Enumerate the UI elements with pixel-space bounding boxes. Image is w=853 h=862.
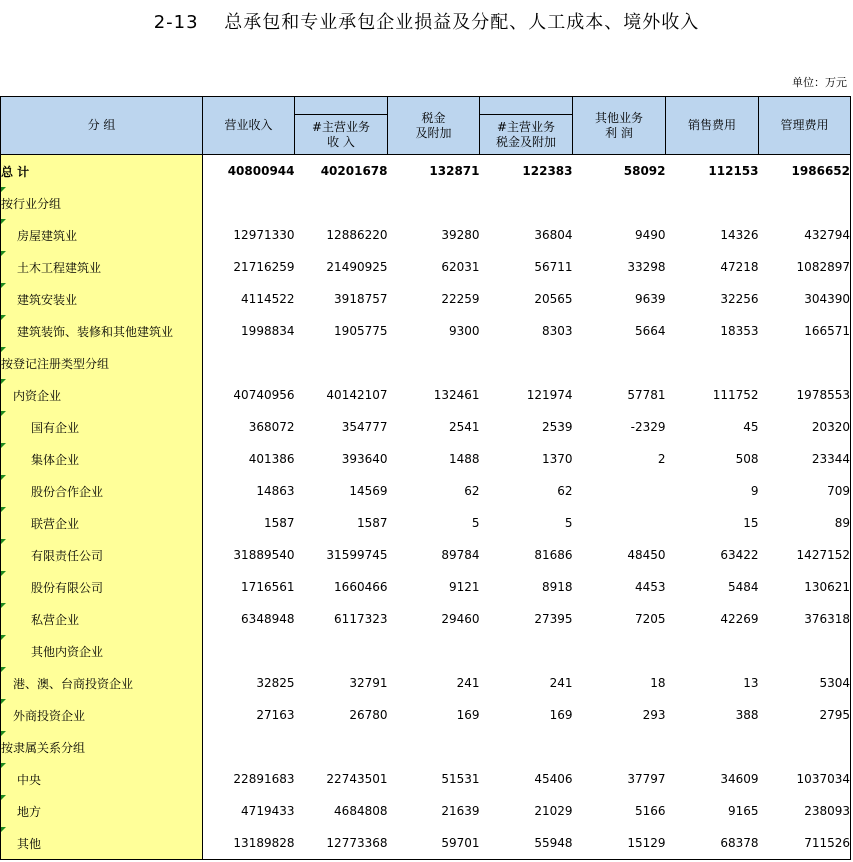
table-row <box>1 315 851 347</box>
table-cell: 1716561 <box>241 580 295 594</box>
table-row <box>1 475 851 507</box>
table-cell: 122383 <box>522 164 573 178</box>
table-cell: 7205 <box>634 612 666 626</box>
row-label <box>1 475 203 507</box>
table-cell: 1488 <box>448 452 480 466</box>
header-tax <box>388 97 480 155</box>
table-cell: 12773368 <box>295 827 388 860</box>
table-cell: 508 <box>735 452 759 466</box>
table-cell: 368072 <box>248 420 295 434</box>
comment-marker-icon <box>1 731 6 736</box>
table-cell <box>203 347 295 379</box>
row-label <box>1 603 203 635</box>
table-cell <box>295 731 388 763</box>
header-other-profit <box>573 97 666 155</box>
table-cell: 21490925 <box>326 260 388 274</box>
table-cell: 241 <box>456 676 480 690</box>
table-cell <box>388 347 480 379</box>
row-label <box>1 155 203 188</box>
table-cell: 45406 <box>534 772 573 786</box>
unit-label: 单位：万元 <box>792 76 847 89</box>
table-cell: 20320 <box>759 411 851 443</box>
table-body <box>1 155 851 860</box>
row-label-text: 股份有限公司 <box>31 580 104 595</box>
table-cell: 1986652 <box>759 155 851 188</box>
table-row <box>1 219 851 251</box>
row-label <box>1 443 203 475</box>
table-cell: 62 <box>464 484 480 498</box>
row-label-text: 集体企业 <box>31 452 80 467</box>
table-cell: 31889540 <box>233 548 295 562</box>
table-cell <box>573 731 666 763</box>
header-main-tax <box>480 115 573 155</box>
table-cell: 20565 <box>534 292 573 306</box>
comment-marker-icon <box>1 699 6 704</box>
row-label <box>1 251 203 283</box>
table-row <box>1 251 851 283</box>
table-header <box>1 97 851 155</box>
row-label <box>1 731 203 763</box>
table-cell <box>666 187 759 219</box>
header-other-profit-line1: 其他业务 <box>594 110 643 125</box>
table-cell: 121974 <box>526 388 573 402</box>
row-label-text: 房屋建筑业 <box>17 228 78 243</box>
table-cell: 9165 <box>727 804 759 818</box>
table-cell: 293 <box>642 708 666 722</box>
table-cell: 112153 <box>708 164 759 178</box>
table-cell: 14569 <box>349 484 388 498</box>
table-cell: 42269 <box>720 612 759 626</box>
comment-marker-icon <box>1 571 6 576</box>
row-label-text: 按登记注册类型分组 <box>1 356 110 371</box>
table-cell: 4453 <box>634 580 666 594</box>
table-cell: 89 <box>759 507 851 539</box>
table-cell <box>203 635 295 667</box>
row-label <box>1 187 203 219</box>
table-cell: 33298 <box>627 260 666 274</box>
table-cell: 57781 <box>627 388 666 402</box>
table-cell: 9121 <box>448 580 480 594</box>
table-cell: 13 <box>743 676 759 690</box>
row-label-text: 建筑装饰、装修和其他建筑业 <box>17 324 174 339</box>
row-label <box>1 219 203 251</box>
comment-marker-icon <box>1 667 6 672</box>
table-cell: 26780 <box>349 708 388 722</box>
table-cell: 14863 <box>256 484 295 498</box>
table-cell: 132461 <box>433 388 480 402</box>
table-cell <box>480 187 573 219</box>
comment-marker-icon <box>1 539 6 544</box>
comment-marker-icon <box>1 827 6 832</box>
comment-marker-icon <box>1 283 6 288</box>
page-title: 2-13 总承包和专业承包企业损益及分配、人工成本、境外收入 <box>153 12 700 33</box>
table-row <box>1 571 851 603</box>
row-label-text: 外商投资企业 <box>13 708 86 723</box>
table-cell <box>480 635 573 667</box>
table-cell: 34609 <box>720 772 759 786</box>
data-table <box>0 96 851 860</box>
table-row <box>1 187 851 219</box>
table-cell: 4719433 <box>241 804 295 818</box>
table-cell: 45 <box>743 420 759 434</box>
comment-marker-icon <box>1 507 6 512</box>
comment-marker-icon <box>1 187 6 192</box>
table-cell: 39280 <box>441 228 480 242</box>
table-cell <box>573 635 666 667</box>
comment-marker-icon <box>1 379 6 384</box>
header-main-tax-line2: 税金及附加 <box>495 134 556 149</box>
row-label <box>1 699 203 731</box>
comment-marker-icon <box>1 603 6 608</box>
table-cell <box>480 731 573 763</box>
table-cell: 27395 <box>534 612 573 626</box>
header-main-revenue-line2: 收 入 <box>327 134 355 149</box>
table-row <box>1 443 851 475</box>
row-label <box>1 411 203 443</box>
table-cell: 40800944 <box>227 164 295 178</box>
table-cell: 1587 <box>263 516 295 530</box>
table-cell: 1660466 <box>334 580 388 594</box>
row-label-text: 中央 <box>17 772 42 787</box>
row-label <box>1 507 203 539</box>
table-cell: 393640 <box>341 452 388 466</box>
row-label-text: 地方 <box>17 804 42 819</box>
table-cell: 354777 <box>341 420 388 434</box>
table-cell: 40740956 <box>233 388 295 402</box>
table-cell: 1037034 <box>759 763 851 795</box>
table-cell <box>573 475 666 507</box>
table-cell <box>573 347 666 379</box>
table-cell: 2541 <box>448 420 480 434</box>
table-cell: 12971330 <box>233 228 295 242</box>
table-cell <box>388 187 480 219</box>
table-cell: 6117323 <box>334 612 388 626</box>
table-cell: 12886220 <box>326 228 388 242</box>
table-cell: 5166 <box>634 804 666 818</box>
row-label <box>1 539 203 571</box>
table-cell: 15129 <box>573 827 666 860</box>
table-cell <box>666 347 759 379</box>
table-cell: 9639 <box>634 292 666 306</box>
row-label <box>1 667 203 699</box>
row-label-text: 内资企业 <box>13 388 62 403</box>
table-cell <box>759 187 851 219</box>
comment-marker-icon <box>1 795 6 800</box>
table-cell: 23344 <box>759 443 851 475</box>
table-cell: 62 <box>557 484 573 498</box>
table-cell: 376318 <box>759 603 851 635</box>
comment-marker-icon <box>1 219 6 224</box>
table-cell: 22259 <box>441 292 480 306</box>
table-cell: 18 <box>650 676 666 690</box>
table-cell <box>295 347 388 379</box>
table-cell: 21029 <box>534 804 573 818</box>
table-cell: 21639 <box>441 804 480 818</box>
header-main-revenue-line1: #主营业务 <box>311 119 371 134</box>
table-row <box>1 347 851 379</box>
row-label <box>1 635 203 667</box>
table-cell: 5664 <box>634 324 666 338</box>
header-spacer <box>480 97 573 115</box>
table-cell: 31599745 <box>326 548 388 562</box>
table-row <box>1 795 851 827</box>
table-cell: 40201678 <box>320 164 388 178</box>
table-cell: 18353 <box>720 324 759 338</box>
comment-marker-icon <box>1 347 6 352</box>
table-cell: 63422 <box>720 548 759 562</box>
header-other-profit-line2: 利 润 <box>605 125 633 140</box>
row-label-text: 土木工程建筑业 <box>17 260 102 275</box>
table-cell: 388 <box>735 708 759 722</box>
table-cell: 111752 <box>712 388 759 402</box>
row-label <box>1 763 203 795</box>
comment-marker-icon <box>1 251 6 256</box>
header-group: 分 组 <box>1 97 203 155</box>
table-row <box>1 379 851 411</box>
header-tax-line1: 税金 <box>421 110 446 125</box>
table-cell: 36804 <box>534 228 573 242</box>
table-cell <box>666 731 759 763</box>
header-sales-expense: 销售费用 <box>666 97 759 155</box>
table-row <box>1 411 851 443</box>
table-cell: 130621 <box>759 571 851 603</box>
table-cell: 9 <box>750 484 759 498</box>
table-cell: 32825 <box>256 676 295 690</box>
comment-marker-icon <box>1 411 6 416</box>
table-cell: 22891683 <box>233 772 295 786</box>
table-cell: 4114522 <box>241 292 295 306</box>
table-cell: 55948 <box>480 827 573 860</box>
row-label-text: 按隶属关系分组 <box>1 740 86 755</box>
table-cell: 1370 <box>541 452 573 466</box>
table-cell: 4684808 <box>334 804 388 818</box>
table-cell: 166571 <box>759 315 851 347</box>
table-cell: 14326 <box>720 228 759 242</box>
row-label-text: 股份合作企业 <box>31 484 104 499</box>
table-cell: 29460 <box>441 612 480 626</box>
table-cell: 432794 <box>759 219 851 251</box>
table-cell <box>759 731 851 763</box>
comment-marker-icon <box>1 763 6 768</box>
table-cell: 1427152 <box>759 539 851 571</box>
header-revenue: 营业收入 <box>203 97 295 155</box>
header-main-tax-line1: #主营业务 <box>496 119 556 134</box>
row-label-text: 联营企业 <box>31 516 80 531</box>
row-label-text: 国有企业 <box>31 420 80 435</box>
table-cell: 169 <box>549 708 573 722</box>
table-cell: 47218 <box>720 260 759 274</box>
table-cell: 2795 <box>759 699 851 731</box>
table-cell: 8303 <box>541 324 573 338</box>
table-cell: 22743501 <box>326 772 388 786</box>
table-cell: 6348948 <box>241 612 295 626</box>
header-spacer <box>295 97 388 115</box>
row-label <box>1 283 203 315</box>
table-cell: 169 <box>456 708 480 722</box>
table-row <box>1 603 851 635</box>
header-main-revenue <box>295 115 388 155</box>
table-cell <box>388 731 480 763</box>
table-cell: 711526 <box>759 827 851 860</box>
table-cell: 8918 <box>541 580 573 594</box>
table-cell: 32791 <box>349 676 388 690</box>
table-cell: 62031 <box>441 260 480 274</box>
table-row <box>1 539 851 571</box>
row-label-text: 其他内资企业 <box>31 644 104 659</box>
table-cell: 51531 <box>441 772 480 786</box>
row-label-text: 港、澳、台商投资企业 <box>13 676 134 691</box>
table-cell: -2329 <box>630 420 666 434</box>
table-cell: 1998834 <box>241 324 295 338</box>
table-cell: 13189828 <box>203 827 295 860</box>
table-cell: 37797 <box>627 772 666 786</box>
table-row <box>1 731 851 763</box>
row-label-text: 按行业分组 <box>1 196 62 211</box>
table-cell: 9300 <box>448 324 480 338</box>
table-cell: 241 <box>549 676 573 690</box>
comment-marker-icon <box>1 443 6 448</box>
table-row <box>1 827 851 860</box>
table-cell: 68378 <box>666 827 759 860</box>
table-row <box>1 507 851 539</box>
table-cell: 3918757 <box>334 292 388 306</box>
header-tax-line2: 及附加 <box>415 125 452 140</box>
row-label-text: 建筑安装业 <box>17 292 78 307</box>
table-row <box>1 667 851 699</box>
table-cell <box>573 187 666 219</box>
comment-marker-icon <box>1 315 6 320</box>
table-cell: 32256 <box>720 292 759 306</box>
table-row <box>1 635 851 667</box>
table-cell: 5484 <box>727 580 759 594</box>
table-cell: 59701 <box>388 827 480 860</box>
table-cell: 89784 <box>441 548 480 562</box>
table-cell <box>573 507 666 539</box>
table-cell: 56711 <box>534 260 573 274</box>
table-cell: 15 <box>743 516 759 530</box>
table-cell: 81686 <box>534 548 573 562</box>
table-cell: 48450 <box>627 548 666 562</box>
table-cell <box>480 347 573 379</box>
table-cell: 5304 <box>759 667 851 699</box>
table-cell <box>295 635 388 667</box>
table-cell: 709 <box>759 475 851 507</box>
row-label <box>1 795 203 827</box>
table-row <box>1 699 851 731</box>
row-label <box>1 347 203 379</box>
row-label-text: 其他 <box>17 836 42 851</box>
table-cell <box>388 635 480 667</box>
row-label-text: 总 计 <box>1 164 30 179</box>
table-cell: 21716259 <box>233 260 295 274</box>
row-label-text: 有限责任公司 <box>31 548 104 563</box>
table-cell: 9490 <box>634 228 666 242</box>
table-cell <box>203 731 295 763</box>
comment-marker-icon <box>1 635 6 640</box>
table-cell: 5 <box>471 516 480 530</box>
table-cell: 132871 <box>429 164 480 178</box>
table-cell: 304390 <box>759 283 851 315</box>
row-label <box>1 315 203 347</box>
row-label <box>1 379 203 411</box>
table-cell: 238093 <box>759 795 851 827</box>
table-cell <box>759 635 851 667</box>
table-row <box>1 283 851 315</box>
table-cell: 401386 <box>248 452 295 466</box>
row-label <box>1 827 203 860</box>
table-cell: 58092 <box>623 164 666 178</box>
table-cell: 1587 <box>356 516 388 530</box>
table-cell: 1082897 <box>759 251 851 283</box>
table-cell <box>666 635 759 667</box>
table-cell <box>759 347 851 379</box>
header-admin-expense: 管理费用 <box>759 97 851 155</box>
table-cell <box>203 187 295 219</box>
table-row <box>1 763 851 795</box>
table-cell: 5 <box>564 516 573 530</box>
table-cell: 27163 <box>256 708 295 722</box>
row-label-text: 私营企业 <box>31 612 80 627</box>
table-cell: 2 <box>657 452 666 466</box>
row-label <box>1 571 203 603</box>
table-row <box>1 155 851 188</box>
comment-marker-icon <box>1 475 6 480</box>
table-cell: 1978553 <box>759 379 851 411</box>
table-cell <box>295 187 388 219</box>
table-cell: 1905775 <box>334 324 388 338</box>
table-cell: 40142107 <box>326 388 388 402</box>
table-cell: 2539 <box>541 420 573 434</box>
